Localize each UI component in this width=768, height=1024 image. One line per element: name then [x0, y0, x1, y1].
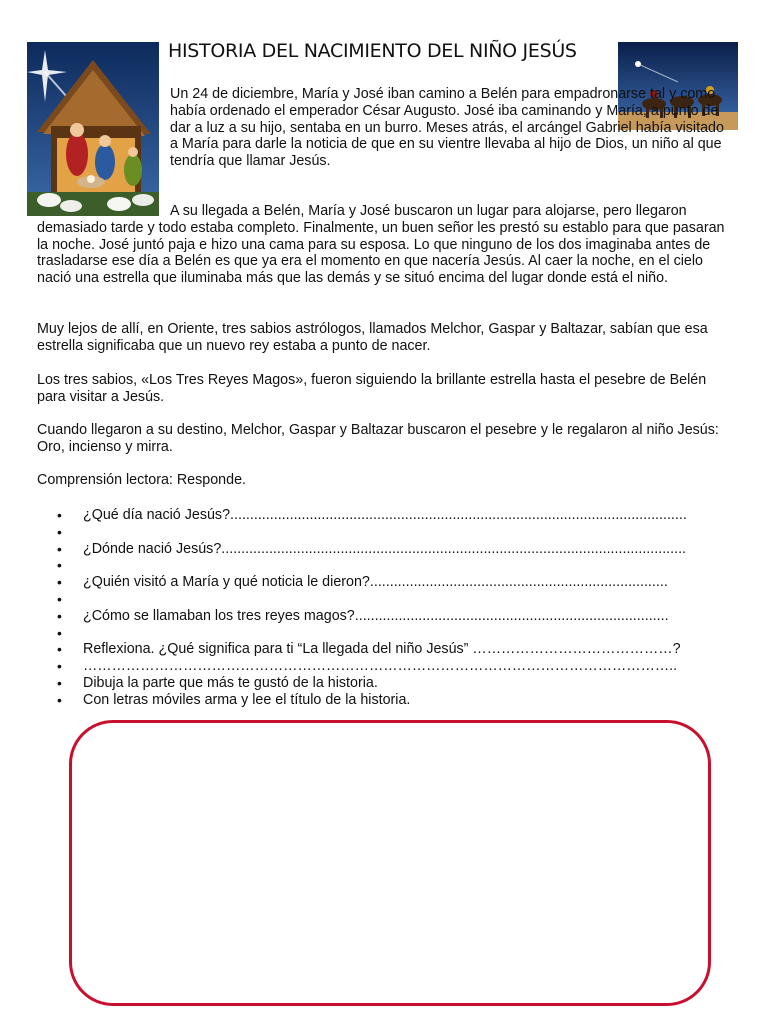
- list-item: [55, 591, 735, 608]
- list-item: • ¿Quién visitó a María y qué noticia le dieron?...........................................................................: [55, 574, 735, 591]
- page-title: HISTORIA DEL NACIMIENTO DEL NIÑO JESÚS: [168, 40, 577, 62]
- story-intro-paragraph: Un 24 de diciembre, María y José iban camino a Belén para empadronarse tal y como había ordenado el emperador César Augusto. José iba caminando y María, a punto de dar a luz a su hijo, sentaba en un burro. Meses atrás, el arcángel Gabriel había visitado a María para darle la noticia de que en su vientre llevaba al hijo de Dios, un niño al que tendría que llamar Jesús.: [170, 86, 724, 170]
- comprehension-heading: Comprensión lectora: Responde.: [37, 472, 247, 488]
- list-item: [55, 625, 735, 642]
- question-list: [55, 507, 735, 709]
- list-item: • ¿Cómo se llamaban los tres reyes magos?...............................................................................: [55, 608, 735, 625]
- story-paragraph-wise-men: Muy lejos de allí, en Oriente, tres sabios astrólogos, llamados Melchor, Gaspar y Baltazar, sabían que esa estrella significaba que un nuevo rey estaba a punto de nacer.: [37, 321, 708, 354]
- story-paragraph-journey: Los tres sabios, «Los Tres Reyes Magos», fueron siguiendo la brillante estrella hasta el pesebre de Belén para visitar a Jesús.: [37, 372, 707, 405]
- list-item: [55, 557, 735, 574]
- list-item: [55, 524, 735, 541]
- story-paragraph-gifts: Cuando llegaron a su destino, Melchor, Gaspar y Baltazar buscaron el pesebre y le regalaron al niño Jesús: Oro, incienso y mirra.: [37, 422, 719, 455]
- story-paragraph-arrival-text: A su llegada a Belén, María y José buscaron un lugar para alojarse, pero llegaron demasiado tarde y todo estaba completo. Finalmente, un buen señor les prestó su establo para que pasaran la noche. José juntó paja e hizo una cama para su esposa. Lo que ninguno de los dos imaginaba antes de trasladarse ese día a Belén es que ya era el momento en que nacería Jesús. Al caer la noche, en el cielo nació una estrella que iluminaba más que las demás y se situó encima del lugar donde está el niño.: [37, 203, 725, 287]
- list-item: • Con letras móviles arma y lee el título de la historia.: [55, 692, 735, 709]
- story-paragraph-arrival: [37, 203, 731, 287]
- list-item: • ¿Qué día nació Jesús?...................................................................................................................: [55, 507, 735, 524]
- list-item: • ¿Dónde nació Jesús?.....................................................................................................................: [55, 541, 735, 558]
- list-item: • Reflexiona. ¿Qué significa para ti “La llegada del niño Jesús” ……………………………………?: [55, 641, 735, 658]
- list-item: • ……………………………………………………………………………………………………………..: [55, 658, 735, 675]
- list-item: • Dibuja la parte que más te gustó de la historia.: [55, 675, 735, 692]
- nativity-illustration: [27, 42, 159, 216]
- drawing-box[interactable]: [69, 720, 711, 1006]
